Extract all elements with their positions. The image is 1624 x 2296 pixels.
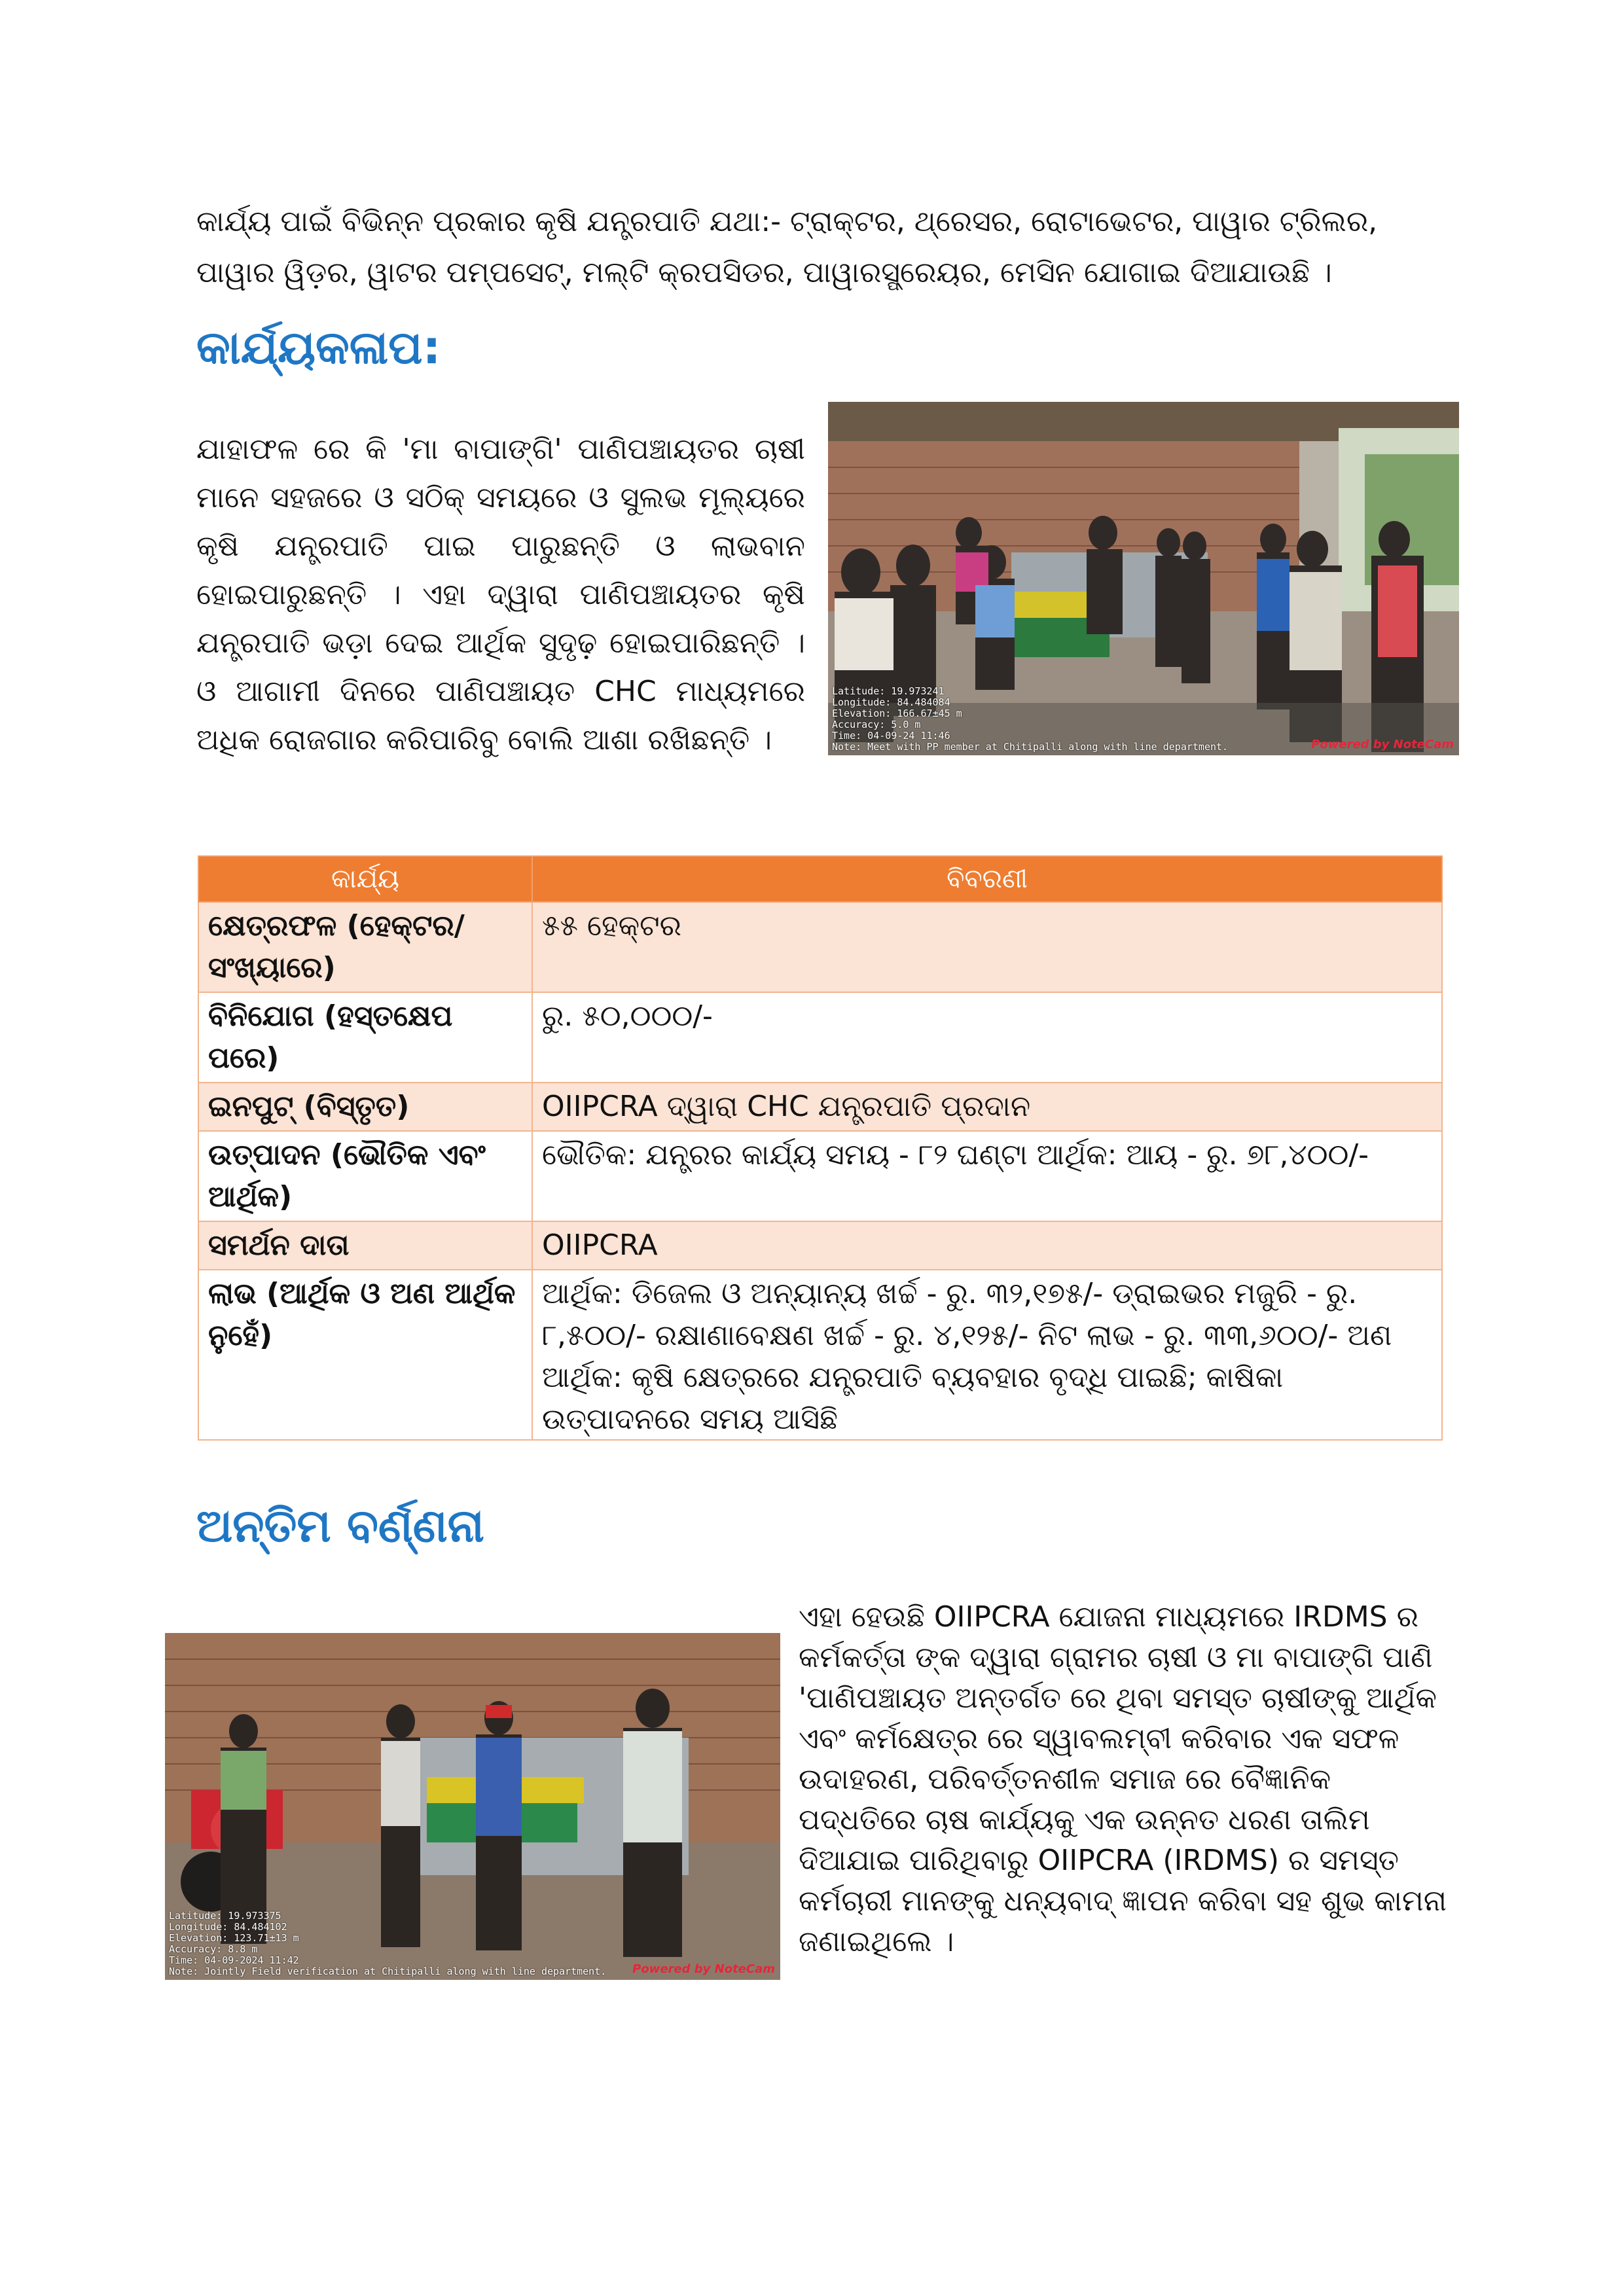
row-value: OIIPCRA	[532, 1221, 1442, 1270]
row-value: ରୁ. ୫୦,୦୦୦/-	[532, 992, 1442, 1083]
row-value: OIIPCRA ଦ୍ୱାରା CHC ଯନ୍ତ୍ରପାତି ପ୍ରଦାନ	[532, 1083, 1442, 1131]
section-heading-activities: କାର୍ଯ୍ୟକଳାପ:	[196, 321, 441, 374]
table-row	[198, 992, 1442, 1083]
final-paragraph: ଏହା ହେଉଛି OIIPCRA ଯୋଜନା ମାଧ୍ୟମରେ IRDMS ର କର୍ମକର୍ତ୍ତା ଙ୍କ ଦ୍ୱାରା ଗ୍ରାମର ଚାଷୀ ଓ ମା ବାପାଙ୍ଗି ପାଣି 'ପାଣିପଞ୍ଚାୟତ ଅନ୍ତର୍ଗତ ରେ ଥିବା ସମସ୍ତ ଚାଷୀଙ୍କୁ ଆର୍ଥିକ ଏବଂ କର୍ମକ୍ଷେତ୍ର ରେ ସ୍ୱାବଲମ୍ବୀ କରିବାର ଏକ ସଫଳ ଉଦାହରଣ, ପରିବର୍ତ୍ତନଶୀଳ ସମାଜ ରେ ବୈଜ୍ଞାନିକ ପଦ୍ଧତିରେ ଚାଷ କାର୍ଯ୍ୟକୁ ଏକ ଉନ୍ନତ ଧରଣ ତାଲିମ ଦିଆଯାଇ ପାରିଥିବାରୁ OIIPCRA (IRDMS) ର ସମସ୍ତ କର୍ମଚାରୀ ମାନଙ୍କୁ ଧନ୍ୟବାଦ୍ ଜ୍ଞାପନ କରିବା ସହ ଶୁଭ କାମନା ଜଣାଇଥିଲେ ।	[799, 1600, 1447, 1958]
row-label: ସମର୍ଥନ ଦାତା	[198, 1221, 532, 1270]
notecam-watermark: Powered by NoteCam	[632, 1962, 775, 1976]
activities-paragraph: ଯାହାଫଳ ରେ କି 'ମା ବାପାଙ୍ଗି' ପାଣିପଞ୍ଚାୟତର ଚାଷୀ ମାନେ ସହଜରେ ଓ ସଠିକ୍ ସମୟରେ ଓ ସୁଲଭ ମୂଲ୍ୟରେ କୃଷି ଯନ୍ତ୍ରପାତି ପାଇ ପାରୁଛନ୍ତି ଓ ଲାଭବାନ ହୋଇପାରୁଛନ୍ତି । ଏହା ଦ୍ୱାରା ପାଣିପଞ୍ଚାୟତର କୃଷି ଯନ୍ତ୍ରପାତି ଭଡ଼ା ଦେଇ ଆର୍ଥିକ ସୁଦୃଢ଼ ହୋଇପାରିଛନ୍ତି । ଓ ଆଗାମୀ ଦିନରେ ପାଣିପଞ୍ଚାୟତ CHC ମାଧ୍ୟମରେ ଅଧିକ ରୋଜଗାର କରିପାରିବୁ ବୋଲି ଆଶା ରଖିଛନ୍ତି ।	[196, 433, 805, 757]
table-row	[198, 1131, 1442, 1221]
table-row	[198, 902, 1442, 992]
table-row	[198, 1083, 1442, 1131]
table-header-description: ବିବରଣୀ	[532, 856, 1442, 902]
photo-geotag: Latitude: 19.973241 Longitude: 84.484084 Elevation: 166.67±45 m Accuracy: 5.0 m Time: 04-09-24 11:46 Note: Meet with PP member at Chitipalli along with line department.	[832, 685, 1229, 753]
details-table	[198, 855, 1443, 1441]
meeting-photo	[828, 402, 1459, 755]
row-label: ବିନିଯୋଗ (ହସ୍ତକ୍ଷେପ ପରେ)	[198, 992, 532, 1083]
row-label: ଉତ୍ପାଦନ (ଭୌତିକ ଏବଂ ଆର୍ଥିକ)	[198, 1131, 532, 1221]
field-verification-photo	[165, 1633, 780, 1980]
row-label: କ୍ଷେତ୍ରଫଳ (ହେକ୍ଟର/ସଂଖ୍ୟାରେ)	[198, 902, 532, 992]
table-header-activity: କାର୍ଯ୍ୟ	[198, 856, 532, 902]
section-heading-final: ଅନ୍ତିମ ବର୍ଣ୍ଣନା	[196, 1499, 484, 1552]
row-value: ଭୌତିକ: ଯନ୍ତ୍ରର କାର୍ଯ୍ୟ ସମୟ - ୮୨ ଘଣ୍ଟା ଆର୍ଥିକ: ଆୟ - ରୁ. ୭୮,୪୦୦/-	[532, 1131, 1442, 1221]
row-label: ଲାଭ (ଆର୍ଥିକ ଓ ଅଣ ଆର୍ଥିକ ନୁହେଁ)	[198, 1270, 532, 1440]
table-row	[198, 1270, 1442, 1440]
intro-paragraph: କାର୍ଯ୍ୟ ପାଇଁ ବିଭିନ୍ନ ପ୍ରକାର କୃଷି ଯନ୍ତ୍ରପାତି ଯଥା:- ଟ୍ରାକ୍ଟର, ଥ୍ରେସର, ରୋଟାଭେଟର, ପାୱାର ଟ୍ରିଲର, ପାୱାର ୱିଡ଼ର, ୱାଟର ପମ୍ପସେଟ୍, ମଲ୍ଟି କ୍ରପସିଡର, ପାୱାରସ୍ପ୍ରେୟର, ମେସିନ ଯୋଗାଇ ଦିଆଯାଉଛି ।	[196, 205, 1378, 289]
table-row	[198, 1221, 1442, 1270]
row-label: ଇନପୁଟ୍ (ବିସ୍ତୃତ)	[198, 1083, 532, 1131]
notecam-watermark: Powered by NoteCam	[1311, 738, 1454, 751]
row-value: ୫୫ ହେକ୍ଟର	[532, 902, 1442, 992]
row-value: ଆର୍ଥିକ: ଡିଜେଲ ଓ ଅନ୍ୟାନ୍ୟ ଖର୍ଚ୍ଚ - ରୁ. ୩୨,୧୭୫/- ଡ୍ରାଇଭର ମଜୁରି - ରୁ. ୮,୫୦୦/- ରକ୍ଷାଣାବେକ୍ଷଣ ଖର୍ଚ୍ଚ - ରୁ. ୪,୧୨୫/- ନିଟ ଲାଭ - ରୁ. ୩୩,୬୦୦/- ଅଣ ଆର୍ଥିକ: କୃଷି କ୍ଷେତ୍ରରେ ଯନ୍ତ୍ରପାତି ବ୍ୟବହାର ବୃଦ୍ଧି ପାଇଛି; କାଷିକା ଉତ୍ପାଦନରେ ସମୟ ଆସିଛି	[532, 1270, 1442, 1440]
photo-geotag: Latitude: 19.973375 Longitude: 84.484102 Elevation: 123.71±13 m Accuracy: 8.8 m Time: 04-09-2024 11:42 Note: Jointly Field verification at Chitipalli along with line department.	[169, 1910, 607, 1977]
